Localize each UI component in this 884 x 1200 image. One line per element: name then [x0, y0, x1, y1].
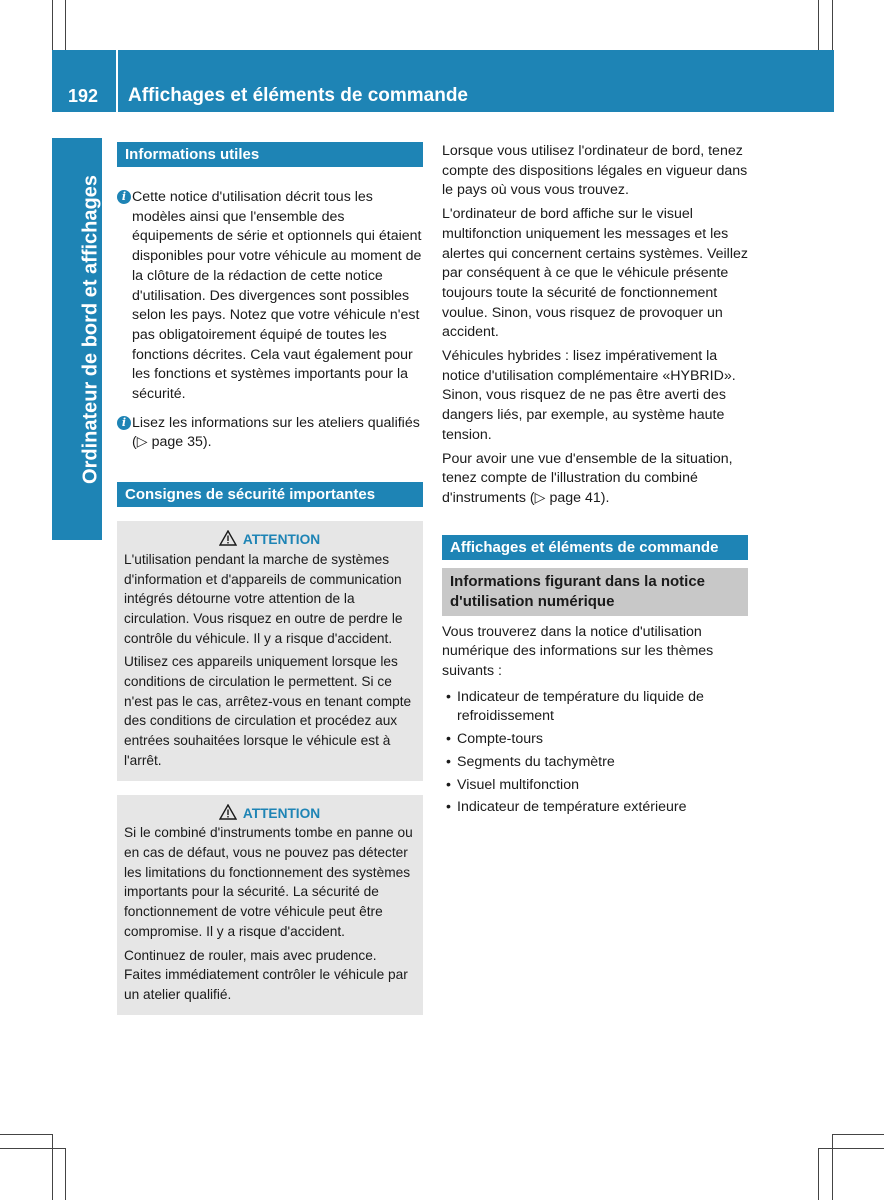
section-heading: Affichages et éléments de commande — [442, 535, 748, 560]
body-paragraph: Lorsque vous utilisez l'ordinateur de bord, tenez compte des dispositions légales en vigueur dans le pays où vous vous trouvez. — [442, 143, 748, 199]
crop-mark — [832, 0, 833, 50]
crop-mark — [65, 0, 66, 50]
crop-mark — [832, 1134, 833, 1200]
info-text: Cette notice d'utilisation décrit tous les modèles ainsi que l'ensemble des équipements de série et optionnels qui étaient disponibles pour votre véhicule au moment de la clôture de la rédaction de cette notice d'utilisation. Des divergences sont possibles selon les pays. Notez que votre véhicule n'est pas obligatoirement équipé de toutes les fonctions décrites. Cela vaut également pour les fonctions et systèmes importants pour la sécurité. — [132, 189, 422, 403]
list-item: • Indicateur de température du liquide de refroidissement — [442, 688, 748, 727]
list-item: • Compte-tours — [442, 730, 748, 750]
warning-heading — [124, 530, 415, 550]
crop-mark — [832, 1134, 884, 1135]
warning-triangle-icon — [219, 804, 237, 820]
info-paragraph — [117, 414, 423, 453]
crop-mark — [52, 0, 53, 50]
warning-label: ATTENTION — [242, 532, 321, 548]
crop-mark — [0, 1134, 52, 1135]
warning-text: Utilisez ces appareils uniquement lorsque les conditions de circulation le permettent. Si ce n'est pas le cas, arrêtez-vous en tenant compte des conditions de circulation et procédez aux entrées souhaitées lorsque le véhicule est à l'arrêt. — [124, 654, 412, 768]
right-column — [442, 142, 748, 821]
warning-text: Si le combiné d'instruments tombe en panne ou en cas de défaut, vous ne pouvez pas détecter les limitations du fonctionnement des systèmes importants pour la sécurité. La sécurité de fonctionnement de votre véhicule peut être compromise. Il y a risque d'accident. — [124, 825, 413, 939]
bullet-list — [442, 688, 748, 818]
info-text: Lisez les informations sur les ateliers qualifiés (▷ page 35). — [132, 414, 420, 451]
subsection-heading: Informations figurant dans la notice d'utilisation numérique — [442, 568, 748, 616]
body-paragraph: Pour avoir une vue d'ensemble de la situation, tenez compte de l'illustration du combiné d'instruments (▷ page 41). — [442, 450, 733, 506]
list-item: • Indicateur de température extérieure — [442, 798, 748, 818]
warning-triangle-icon — [219, 530, 237, 546]
warning-text: Continuez de rouler, mais avec prudence. Faites immédiatement contrôler le véhicule par un atelier qualifié. — [124, 947, 408, 1002]
warning-text: L'utilisation pendant la marche de systèmes d'information et d'appareils de communication intégrés détourne votre attention de la circulation. Vous risquez en outre de perdre le contrôle du véhicule. Il y a risque d'accident. — [124, 551, 403, 646]
crop-mark — [818, 1148, 819, 1200]
crop-mark — [52, 1134, 53, 1200]
info-circle-icon: i — [117, 416, 131, 430]
body-paragraph: L'ordinateur de bord affiche sur le visuel multifonction uniquement les messages et les alertes qui concernent certains systèmes. Veillez par conséquent à ce que le véhicule présente toujours toute la sécurité de fonctionnement voulue. Sinon, vous risquez de provoquer un accident. — [442, 206, 748, 341]
left-column — [117, 142, 423, 1015]
chapter-side-title: Ordinateur de bord et affichages — [79, 175, 102, 484]
info-circle-icon: i — [117, 190, 131, 204]
page-number: 192 — [67, 86, 99, 106]
body-paragraph: Vous trouverez dans la notice d'utilisation numérique des informations sur les thèmes suivants : — [442, 623, 714, 680]
body-paragraph: Véhicules hybrides : lisez impérativement la notice d'utilisation complémentaire «HYBRID». Sinon, vous risquez de ne pas être averti des dangers liés, par exemple, au système haute tension. — [442, 348, 736, 443]
crop-mark — [818, 0, 819, 50]
crop-mark — [818, 1148, 884, 1149]
crop-mark — [0, 1148, 65, 1149]
header-divider — [116, 50, 118, 112]
header-title: Affichages et éléments de commande — [128, 85, 468, 106]
crop-mark — [65, 1148, 66, 1200]
section-heading: Consignes de sécurité importantes — [117, 482, 423, 507]
list-item: • Segments du tachymètre — [442, 753, 748, 773]
warning-box — [117, 795, 423, 1015]
info-paragraph — [117, 188, 423, 405]
warning-box — [117, 521, 423, 780]
section-heading: Informations utiles — [117, 142, 423, 167]
list-item: • Visuel multifonction — [442, 776, 748, 796]
warning-label: ATTENTION — [242, 805, 321, 821]
warning-heading — [124, 804, 415, 824]
